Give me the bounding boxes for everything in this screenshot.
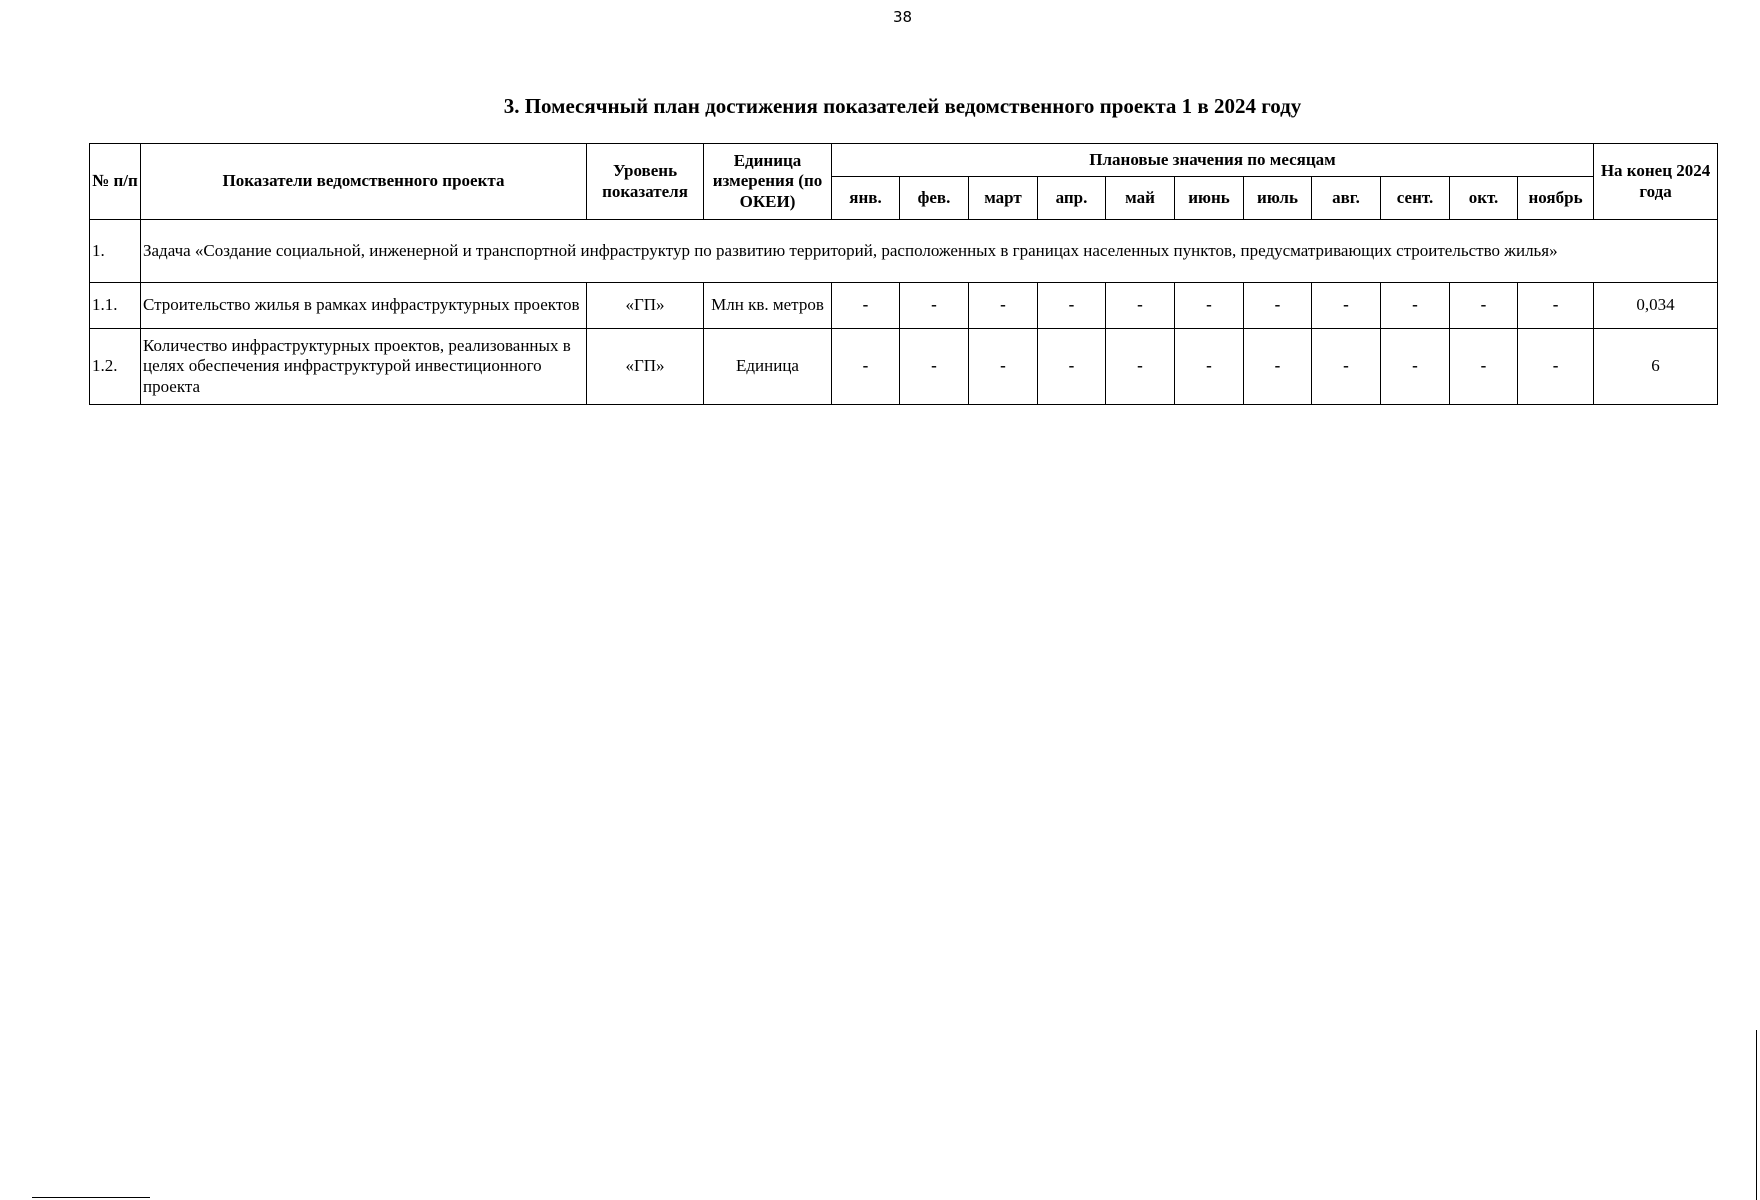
header-month: июнь xyxy=(1175,177,1244,220)
header-indicator: Показатели ведомственного проекта xyxy=(141,144,587,220)
row-month-value: - xyxy=(1038,329,1106,405)
task-description: Задача «Создание социальной, инженерной и транспортной инфраструктур по развитию территорий, расположенных в границах населенных пунктов, предусматривающих строительство жилья» xyxy=(141,220,1718,283)
header-end-of-year: На конец 2024 года xyxy=(1594,144,1718,220)
header-month: апр. xyxy=(1038,177,1106,220)
header-month: окт. xyxy=(1450,177,1518,220)
row-month-value: - xyxy=(1106,283,1175,329)
row-month-value: - xyxy=(1244,283,1312,329)
header-month: фев. xyxy=(900,177,969,220)
row-month-value: - xyxy=(1312,329,1381,405)
row-month-value: - xyxy=(1312,283,1381,329)
row-month-value: - xyxy=(1175,283,1244,329)
row-end-value: 6 xyxy=(1594,329,1718,405)
header-month: май xyxy=(1106,177,1175,220)
monthly-plan-table xyxy=(89,143,1718,405)
scan-edge-line xyxy=(1756,1030,1757,1200)
row-unit: Млн кв. метров xyxy=(704,283,832,329)
header-level: Уровень показателя xyxy=(587,144,704,220)
row-month-value: - xyxy=(832,329,900,405)
row-month-value: - xyxy=(1038,283,1106,329)
row-unit: Единица xyxy=(704,329,832,405)
row-month-value: - xyxy=(1106,329,1175,405)
header-num: № п/п xyxy=(90,144,141,220)
header-planned-values: Плановые значения по месяцам xyxy=(832,144,1594,177)
row-month-value: - xyxy=(1518,283,1594,329)
row-month-value: - xyxy=(1518,329,1594,405)
header-row xyxy=(90,144,1718,177)
header-month: авг. xyxy=(1312,177,1381,220)
row-month-value: - xyxy=(1381,283,1450,329)
row-month-value: - xyxy=(900,329,969,405)
row-number: 1.2. xyxy=(90,329,141,405)
row-month-value: - xyxy=(1244,329,1312,405)
header-unit: Единица измерения (по ОКЕИ) xyxy=(704,144,832,220)
header-month: сент. xyxy=(1381,177,1450,220)
document-title: 3. Помесячный план достижения показателей ведомственного проекта 1 в 2024 году xyxy=(503,94,1302,118)
row-indicator: Строительство жилья в рамках инфраструктурных проектов xyxy=(141,283,587,329)
header-month: ноябрь xyxy=(1518,177,1594,220)
row-end-value: 0,034 xyxy=(1594,283,1718,329)
row-level: «ГП» xyxy=(587,329,704,405)
row-month-value: - xyxy=(969,329,1038,405)
table-row xyxy=(90,283,1718,329)
row-month-value: - xyxy=(1450,329,1518,405)
row-month-value: - xyxy=(1175,329,1244,405)
row-month-value: - xyxy=(1381,329,1450,405)
task-number: 1. xyxy=(90,220,141,283)
row-level: «ГП» xyxy=(587,283,704,329)
task-row xyxy=(90,220,1718,283)
row-month-value: - xyxy=(1450,283,1518,329)
row-month-value: - xyxy=(900,283,969,329)
row-month-value: - xyxy=(832,283,900,329)
row-indicator: Количество инфраструктурных проектов, реализованных в целях обеспечения инфраструктурой инвестиционного проекта xyxy=(141,329,587,405)
footnote-separator xyxy=(32,1197,150,1198)
row-month-value: - xyxy=(969,283,1038,329)
header-month: март xyxy=(969,177,1038,220)
row-number: 1.1. xyxy=(90,283,141,329)
table-row xyxy=(90,329,1718,405)
page-number: 38 xyxy=(892,8,913,26)
header-month: янв. xyxy=(832,177,900,220)
header-month: июль xyxy=(1244,177,1312,220)
